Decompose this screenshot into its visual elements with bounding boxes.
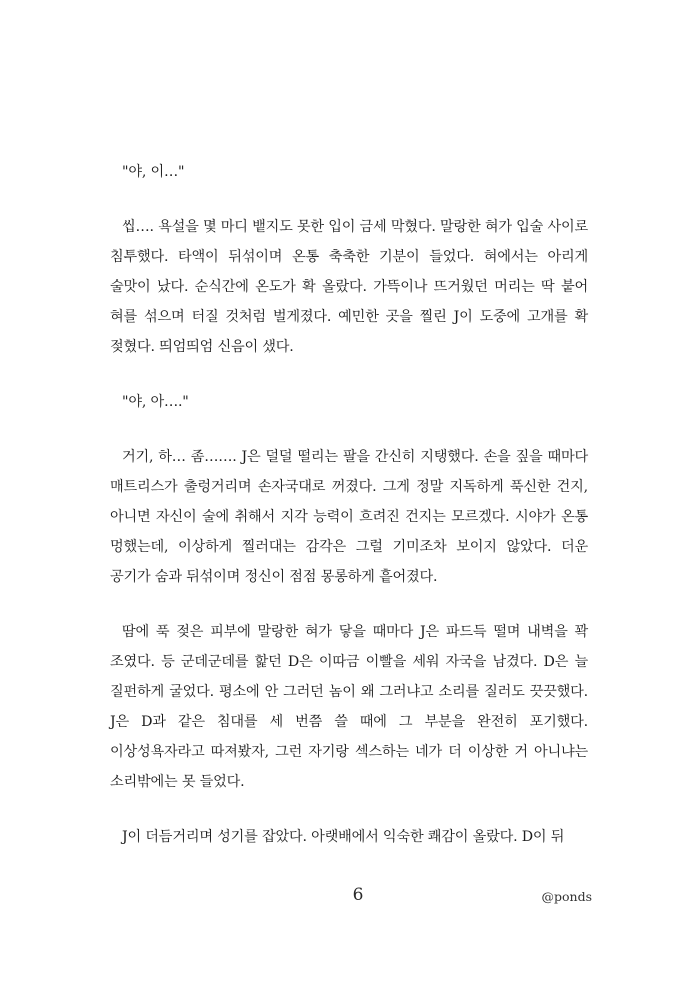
dialogue-paragraph: "야, 아…."	[122, 394, 189, 410]
dialogue-paragraph: "야, 이…"	[122, 164, 185, 180]
page-body	[110, 157, 588, 877]
narrative-paragraph: 땀에 푹 젖은 피부에 말랑한 혀가 닿을 때마다 J은 파드득 떨며 내벽을 꽉 조였다. 등 군데군데를 핥던 D은 이따금 이빨을 세워 자국을 남겼다. D은 늘 질펀하게 굴었다. 평소에 안 그러던 놈이 왜 그러냐고 소리를 질러도 끗끗했다. J은 D과 같은 침대를 세 번쯤 쓸 때에 그 부분을 완전히 포기했다. 이상성욕자라고 따져봤자, 그런 자기랑 섹스하는 네가 더 이상한 거 아니냐는 소리밖에는 못 들었다.	[110, 624, 588, 790]
narrative-paragraph: 거기, 하… 좀……. J은 덜덜 떨리는 팔을 간신히 지탱했다. 손을 짚을 때마다 매트리스가 출렁거리며 손자국대로 꺼졌다. 그게 정말 지독하게 푹신한 건지, 아니면 자신이 술에 취해서 지각 능력이 흐려진 건지는 모르겠다. 시야가 온통 멍했는데, 이상하게 찔러대는 감각은 그럴 기미조차 보이지 않았다. 더운 공기가 숨과 뒤섞이며 정신이 점점 몽롱하게 흩어졌다.	[110, 449, 588, 585]
narrative-paragraph: J이 더듬거리며 성기를 잡았다. 아랫배에서 익숙한 쾌감이 올랐다. D이 뒤	[122, 829, 565, 845]
page-number: 6	[352, 885, 364, 905]
author-handle: @ponds	[541, 889, 592, 904]
narrative-paragraph: 씹…. 욕설을 몇 마디 뱉지도 못한 입이 금세 막혔다. 말랑한 혀가 입술 사이로 침투했다. 타액이 뒤섞이며 온통 축축한 기분이 들었다. 혀에서는 아리게 술맛이 났다. 순식간에 온도가 확 올랐다. 가뜩이나 뜨거웠던 머리는 딱 붙어 혀를 섞으며 터질 것처럼 벌게졌다. 예민한 곳을 찔린 J이 도중에 고개를 확 젖혔다. 띄엄띄엄 신음이 샜다.	[110, 219, 588, 355]
